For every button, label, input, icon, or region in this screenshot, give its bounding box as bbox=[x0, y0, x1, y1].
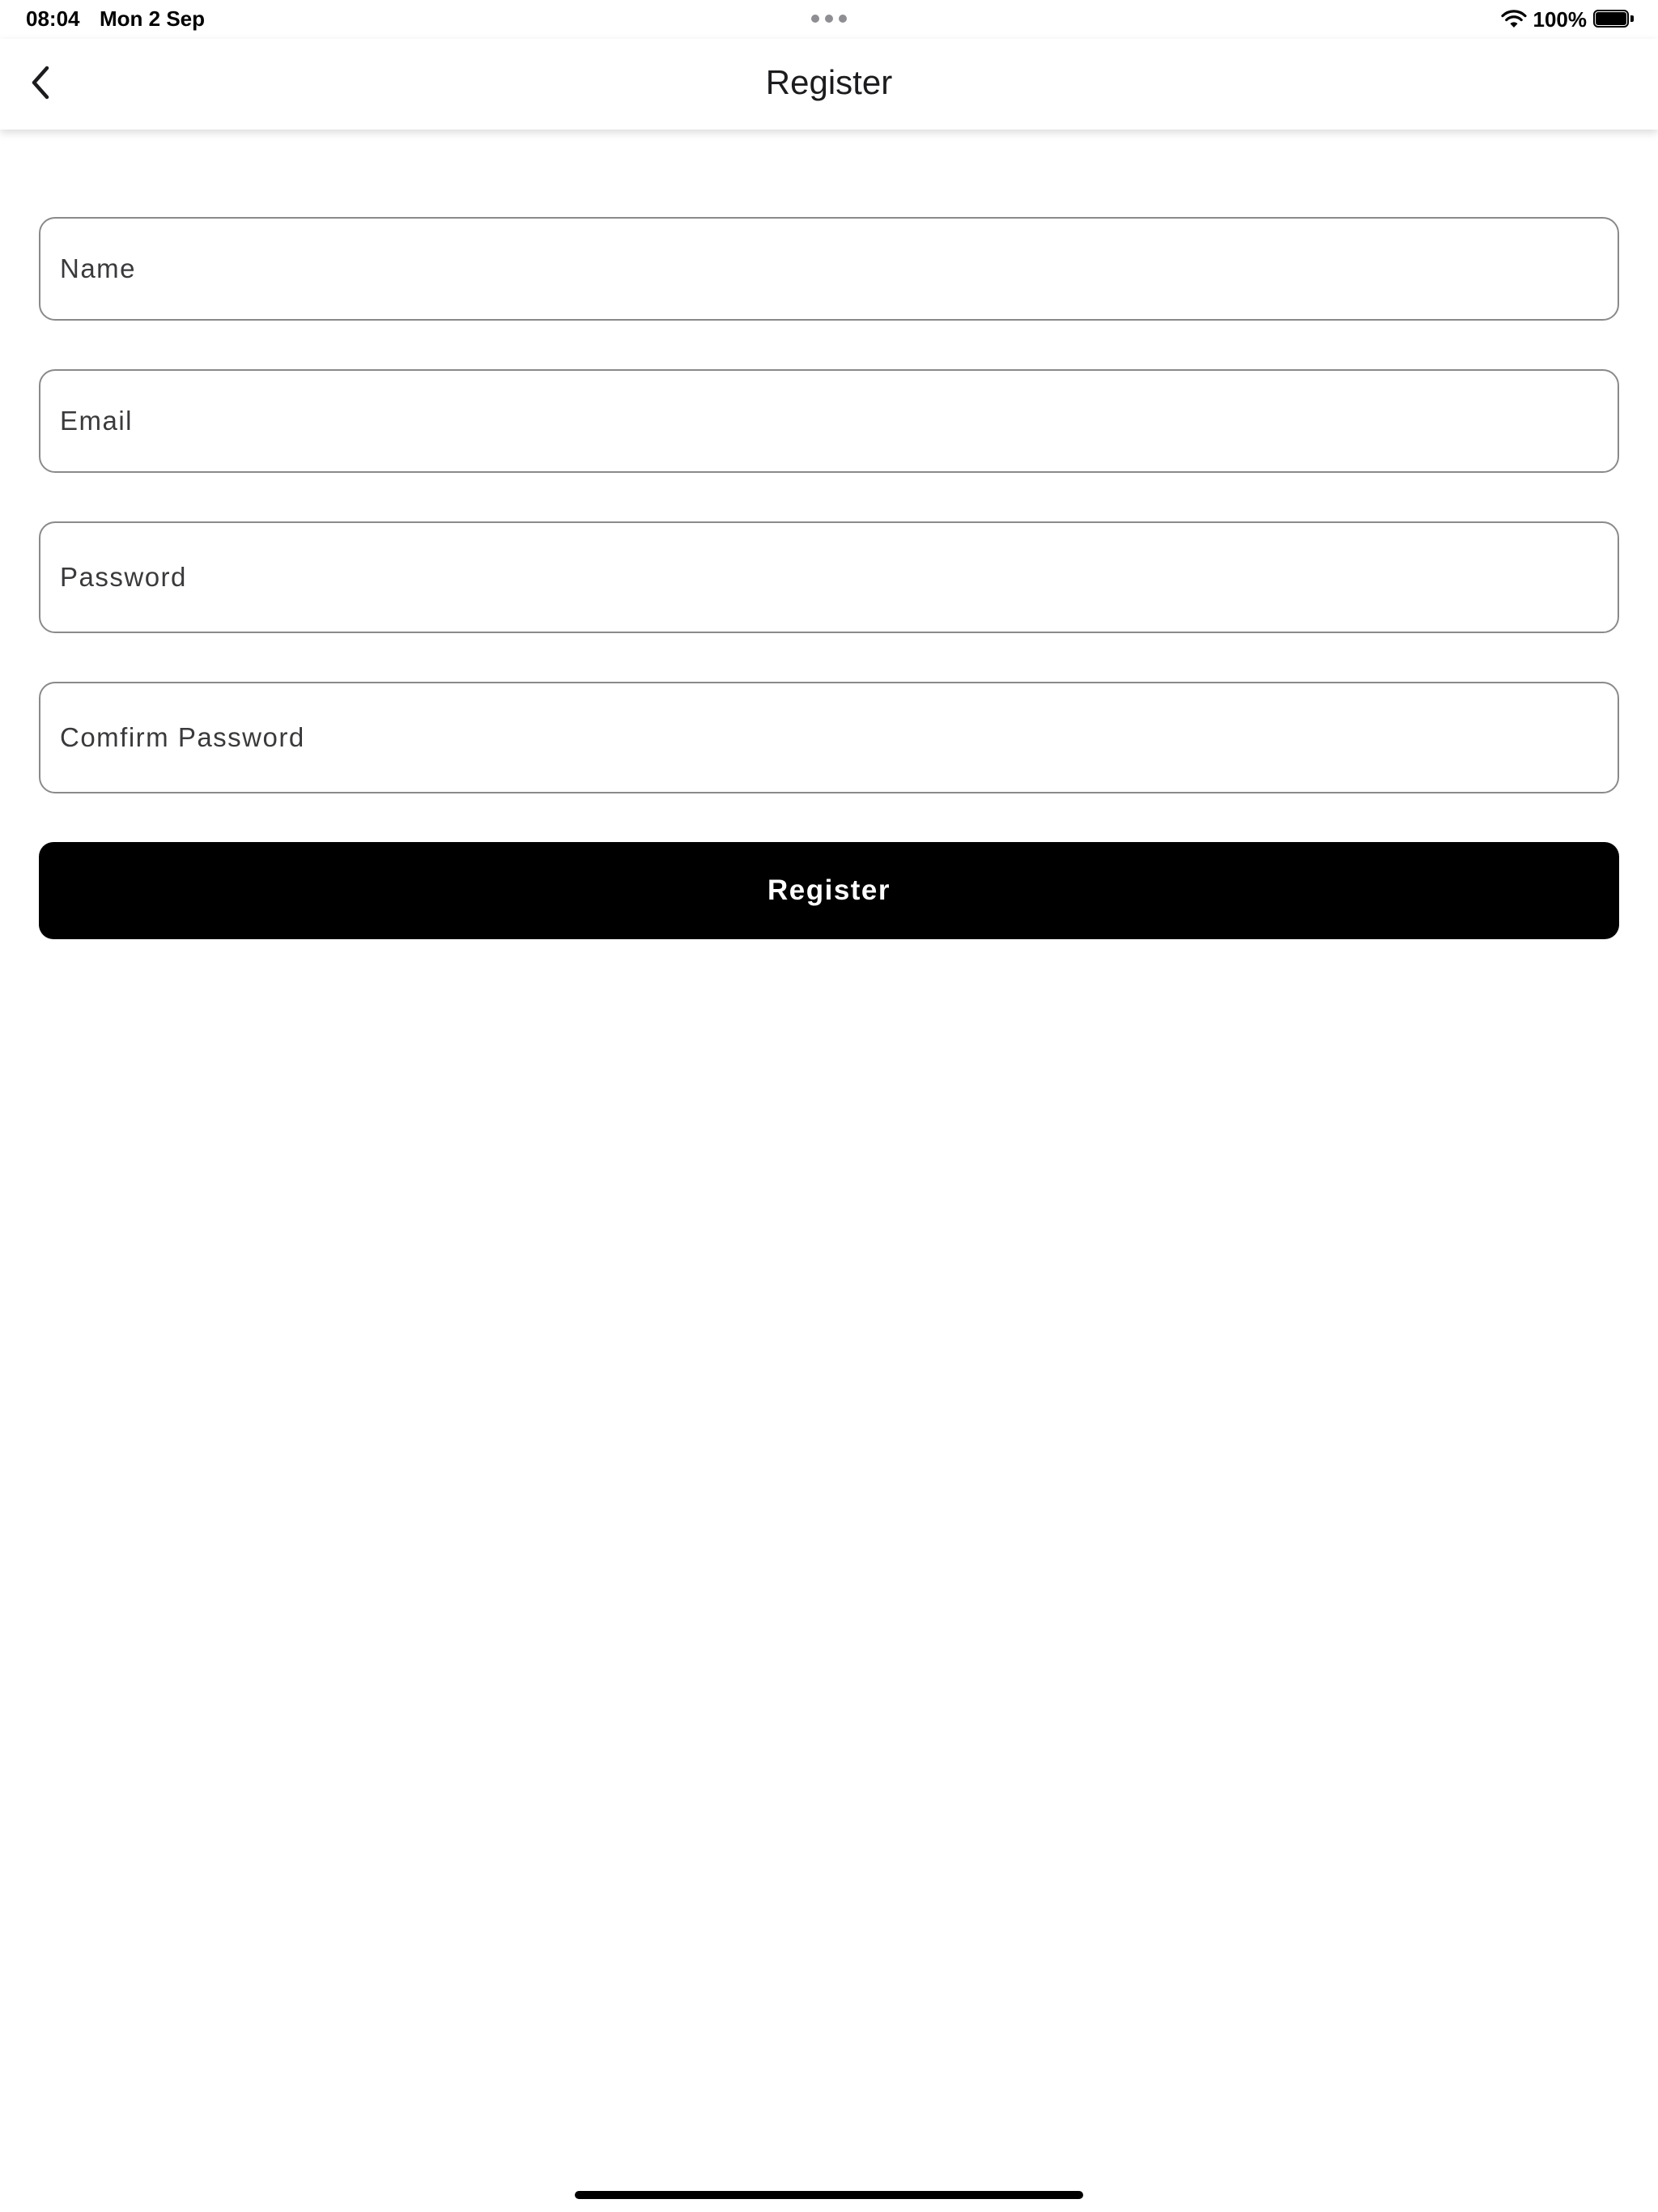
confirm-password-input[interactable] bbox=[40, 683, 1618, 792]
confirm-password-field-container bbox=[39, 682, 1619, 793]
battery-icon bbox=[1593, 10, 1634, 29]
status-bar bbox=[0, 0, 1658, 39]
status-date: Mon 2 Sep bbox=[100, 6, 206, 31]
status-indicators bbox=[1501, 5, 1635, 34]
name-field-container bbox=[39, 217, 1619, 321]
status-time: 08:04 bbox=[26, 6, 80, 31]
multitask-dots-icon[interactable] bbox=[811, 15, 847, 23]
home-indicator[interactable] bbox=[575, 2191, 1083, 2199]
name-input[interactable] bbox=[40, 219, 1618, 319]
register-button[interactable]: Register bbox=[39, 842, 1619, 939]
email-field-container bbox=[39, 369, 1619, 473]
page-title: Register bbox=[765, 63, 893, 101]
wifi-icon bbox=[1501, 10, 1527, 29]
navigation-bar bbox=[0, 39, 1658, 130]
email-input[interactable] bbox=[40, 371, 1618, 471]
battery-percentage: 100% bbox=[1533, 6, 1587, 32]
password-input[interactable] bbox=[40, 523, 1618, 632]
password-field-container bbox=[39, 521, 1619, 633]
